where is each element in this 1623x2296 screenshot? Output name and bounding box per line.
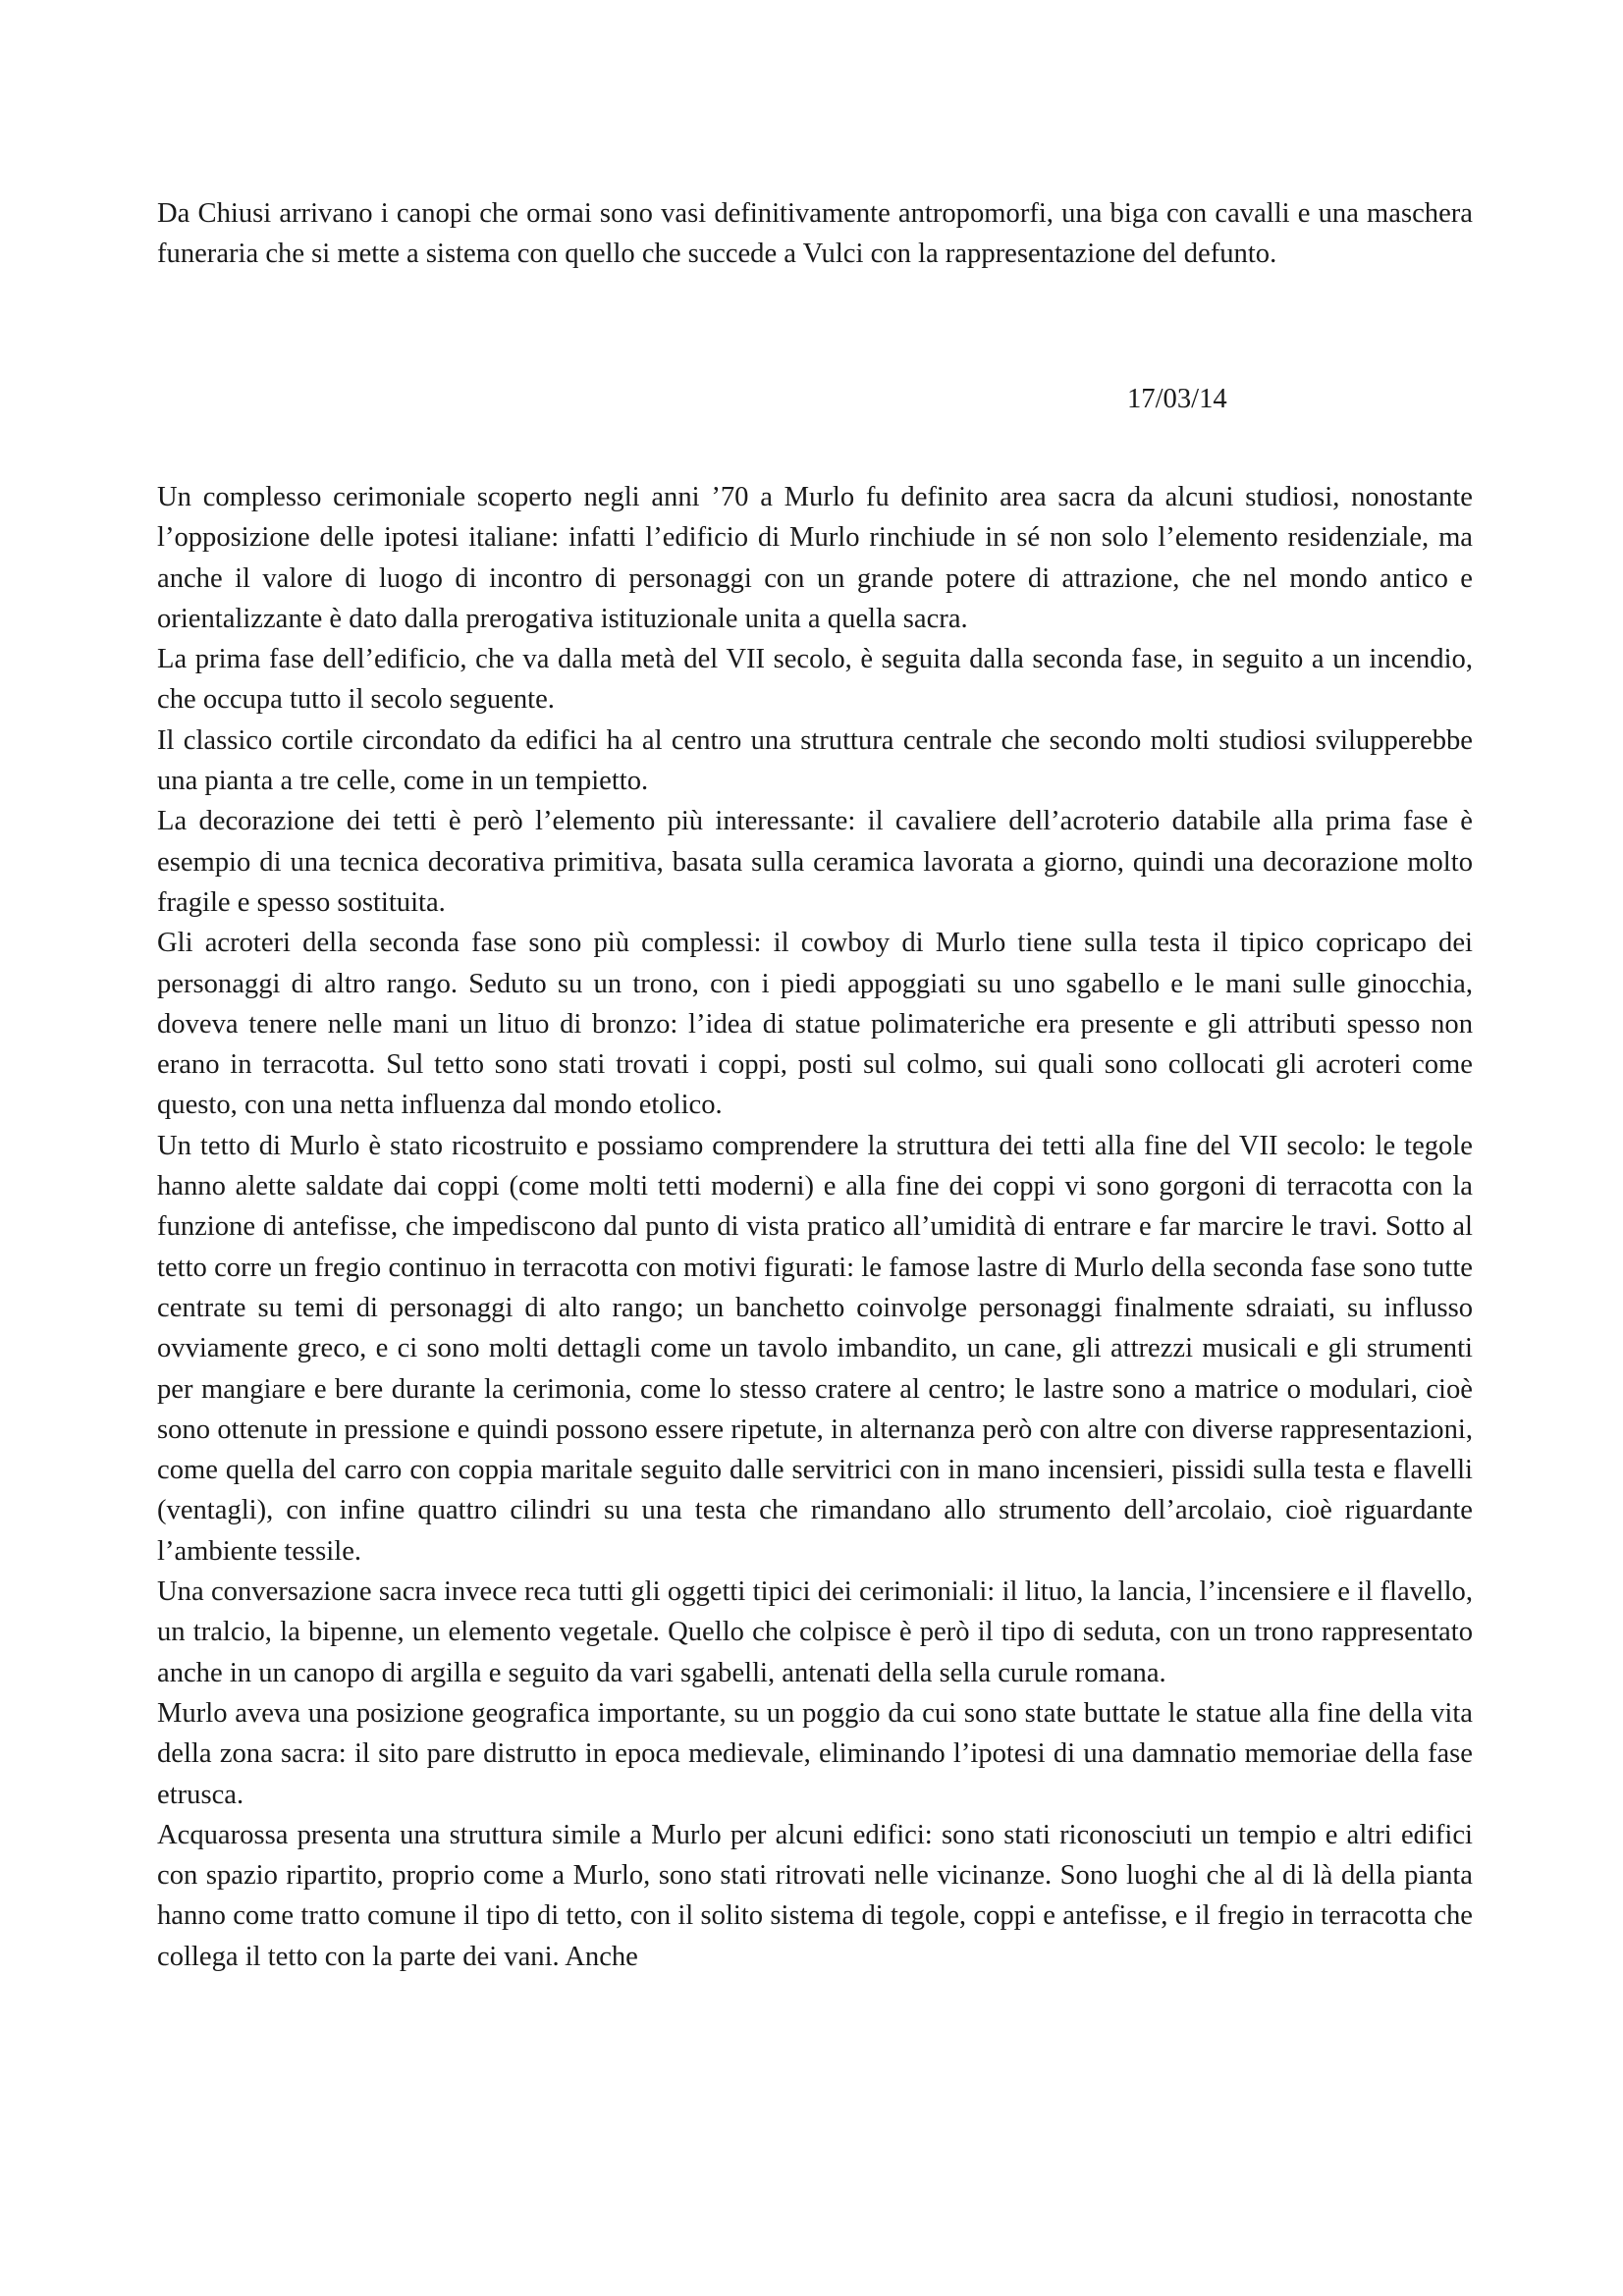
- paragraph-courtyard: Il classico cortile circondato da edifici ha al centro una struttura centrale che secondo molti studiosi svilupperebbe una pianta a tre celle, come in un tempietto.: [157, 724, 1473, 797]
- paragraph-acquarossa: Acquarossa presenta una struttura simile a Murlo per alcuni edifici: sono stati riconosciuti un tempio e altri edifici con spazio ripartito, proprio come a Murlo, sono stati ritrovati nelle vicinanze. Sono luoghi che al di là della pianta hanno come tratto comune il tipo di tetto, con il solito sistema di tegole, coppi e antefisse, e il fregio in terracotta che collega il tetto con la parte dei vani. Anche: [157, 1819, 1473, 1972]
- paragraph-acroteria: Gli acroteri della seconda fase sono più complessi: il cowboy di Murlo tiene sulla testa il tipico copricapo dei personaggi di altro rango. Seduto su un trono, con i piedi appoggiati su uno sgabello e le mani sulle ginocchia, doveva tenere nelle mani un lituo di bronzo: l’idea di statue polimateriche era presente e gli attributi spesso non erano in terracotta. Sul tetto sono stati trovati i coppi, posti sul colmo, sui quali sono collocati gli acroteri come questo, con una netta influenza dal mondo etolico.: [157, 928, 1473, 1121]
- body-text: [157, 477, 1473, 1977]
- paragraph-sacred-conversation: Una conversazione sacra invece reca tutti gli oggetti tipici dei cerimoniali: il lituo, la lancia, l’incensiere e il flavello, un tralcio, la bipenne, un elemento vegetale. Quello che colpisce è però il tipo di seduta, con un trono rappresentato anche in un canopo di argilla e seguito da vari sgabelli, antenati della sella curule romana.: [157, 1576, 1473, 1688]
- date-heading: 17/03/14: [1127, 384, 1227, 414]
- paragraph-murlo-complex: Un complesso cerimoniale scoperto negli anni ’70 a Murlo fu definito area sacra da alcuni studiosi, nonostante l’opposizione delle ipotesi italiane: infatti l’edificio di Murlo rinchiude in sé non solo l’elemento residenziale, ma anche il valore di luogo di incontro di personaggi con un grande potere di attrazione, che nel mondo antico e orientalizzante è dato dalla prerogativa istituzionale unita a quella sacra.: [157, 482, 1473, 634]
- paragraph-roof-reconstruction: Un tetto di Murlo è stato ricostruito e possiamo comprendere la struttura dei tetti alla fine del VII secolo: le tegole hanno alette saldate dai coppi (come molti tetti moderni) e alla fine dei coppi vi sono gorgoni di terracotta con la funzione di antefisse, che impediscono dal punto di vista pratico all’umidità di entrare e far marcire le travi. Sotto al tetto corre un fregio continuo in terracotta con motivi figurati: le famose lastre di Murlo della seconda fase sono tutte centrate su temi di personaggi di alto rango; un banchetto coinvolge personaggi finalmente sdraiati, su influsso ovviamente greco, e ci sono molti dettagli come un tavolo imbandito, un cane, gli attrezzi musicali e gli strumenti per mangiare e bere durante la cerimonia, come lo stesso cratere al centro; le lastre sono a matrice o modulari, cioè sono ottenute in pressione e quindi possono essere ripetute, in alternanza però con altre con diverse rappresentazioni, come quella del carro con coppia maritale seguito dalle servitrici con in mano incensieri, pissidi sulla testa e flavelli (ventagli), con infine quattro cilindri su una testa che rimandano allo strumento dell’arcolaio, cioè riguardante l’ambiente tessile.: [157, 1130, 1473, 1567]
- paragraph-first-phase: La prima fase dell’edificio, che va dalla metà del VII secolo, è seguita dalla seconda fase, in seguito a un incendio, che occupa tutto il secolo seguente.: [157, 644, 1473, 716]
- paragraph-roof-decoration: La decorazione dei tetti è però l’elemento più interessante: il cavaliere dell’acroterio databile alla prima fase è esempio di una tecnica decorativa primitiva, basata sulla ceramica lavorata a giorno, quindi una decorazione molto fragile e spesso sostituita.: [157, 806, 1473, 918]
- intro-section: [157, 193, 1473, 275]
- intro-paragraph: Da Chiusi arrivano i canopi che ormai sono vasi definitivamente antropomorfi, una biga con cavalli e una maschera funeraria che si mette a sistema con quello che succede a Vulci con la rappresentazione del defunto.: [157, 198, 1473, 270]
- paragraph-geography: Murlo aveva una posizione geografica importante, su un poggio da cui sono state buttate le statue alla fine della vita della zona sacra: il sito pare distrutto in epoca medievale, eliminando l’ipotesi di una damnatio memoriae della fase etrusca.: [157, 1697, 1473, 1810]
